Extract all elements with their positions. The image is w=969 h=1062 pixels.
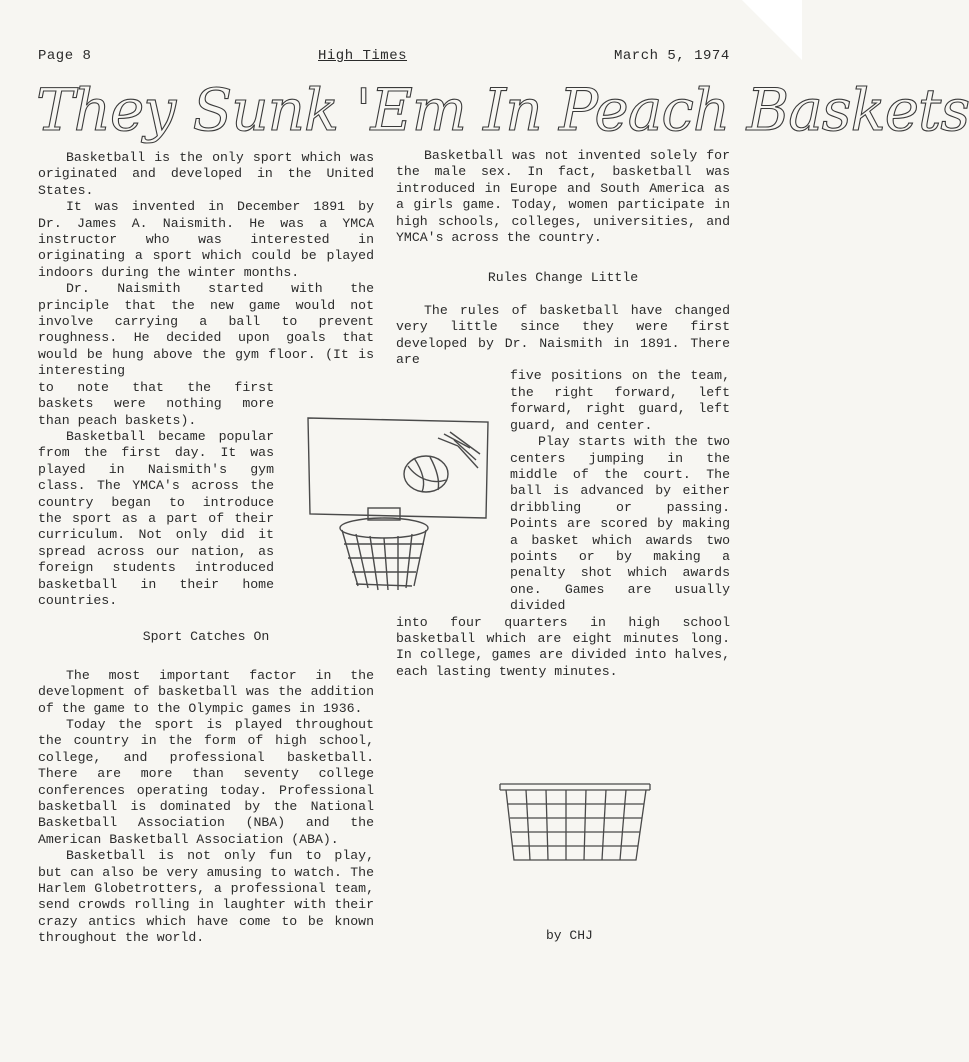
paragraph: to note that the first baskets were nothing more than peach baskets). bbox=[38, 379, 274, 428]
paragraph: Dr. Naismith started with the principle that the new game would not involve carrying a ball to prevent roughness. He decided upon goals that would be hung above the gym floor. (It is interesting bbox=[38, 281, 374, 379]
subheading: Rules Change Little bbox=[487, 270, 639, 286]
paragraph: Basketball became popular from the first day. It was played in Naismith's gym class. The YMCA's across the country began to introduce the sport as a part of their curriculum. Not only did it spread across our nation, as foreign students introduced basketball in their home countries. bbox=[38, 428, 274, 608]
issue-date: March 5, 1974 bbox=[614, 48, 730, 64]
wrapped-text-block bbox=[38, 380, 274, 610]
subheading: Sport Catches On bbox=[142, 629, 270, 645]
paragraph: Basketball is not only fun to play, but can also be very amusing to watch. The Harlem Globetrotters, a professional team, send crowds rolling in laughter with their crazy antics which have come to be known throughout the world. bbox=[38, 848, 374, 946]
paragraph: into four quarters in high school basketball which are eight minutes long. In college, games are divided into halves, each lasting twenty minutes. bbox=[396, 614, 730, 679]
page-number: Page 8 bbox=[38, 48, 92, 64]
wrapped-text-block bbox=[510, 368, 730, 614]
paragraph: The most important factor in the development of basketball was the addition of the game to the Olympic games in 1936. bbox=[38, 667, 374, 716]
paragraph: Basketball was not invented solely for the male sex. In fact, basketball was introduced in Europe and South America as a girls game. Today, women participate in high schools, colleges, universities, and YMCA's across the country. bbox=[396, 148, 730, 246]
paragraph: Play starts with the two centers jumping in the middle of the court. The ball is advanced by either dribbling or passing. Points are scored by making a basket which awards two points or by making a penalty shot which awards one. Games are usually divided bbox=[510, 434, 730, 614]
paragraph: Today the sport is played throughout the country in the form of high school, college, and professional basketball. There are more than seventy college conferences operating today. Professional basketball is dominated by the National Basketball Association (NBA) and the American Basketball Association (ABA). bbox=[38, 717, 374, 847]
byline: by CHJ bbox=[546, 928, 593, 943]
publication-name: High Times bbox=[318, 48, 408, 64]
paragraph: Basketball is the only sport which was originated and developed in the United States. bbox=[38, 150, 374, 198]
peach-basket-drawing bbox=[496, 778, 656, 866]
paragraph: It was invented in December 1891 by Dr. James A. Naismith. He was a YMCA instructor who was interested in originating a sport which could be played indoors during the winter months. bbox=[38, 199, 374, 280]
paragraph: The rules of basketball have changed very little since they were first developed by Dr. Naismith in 1891. There are bbox=[396, 302, 730, 368]
headline: They Sunk 'Em In Peach Baskets bbox=[36, 76, 969, 144]
basketball-hoop-drawing bbox=[298, 410, 520, 600]
paragraph: five positions on the team, the right forward, left forward, right guard, left guard, and center. bbox=[510, 368, 730, 433]
torn-corner bbox=[742, 0, 802, 60]
